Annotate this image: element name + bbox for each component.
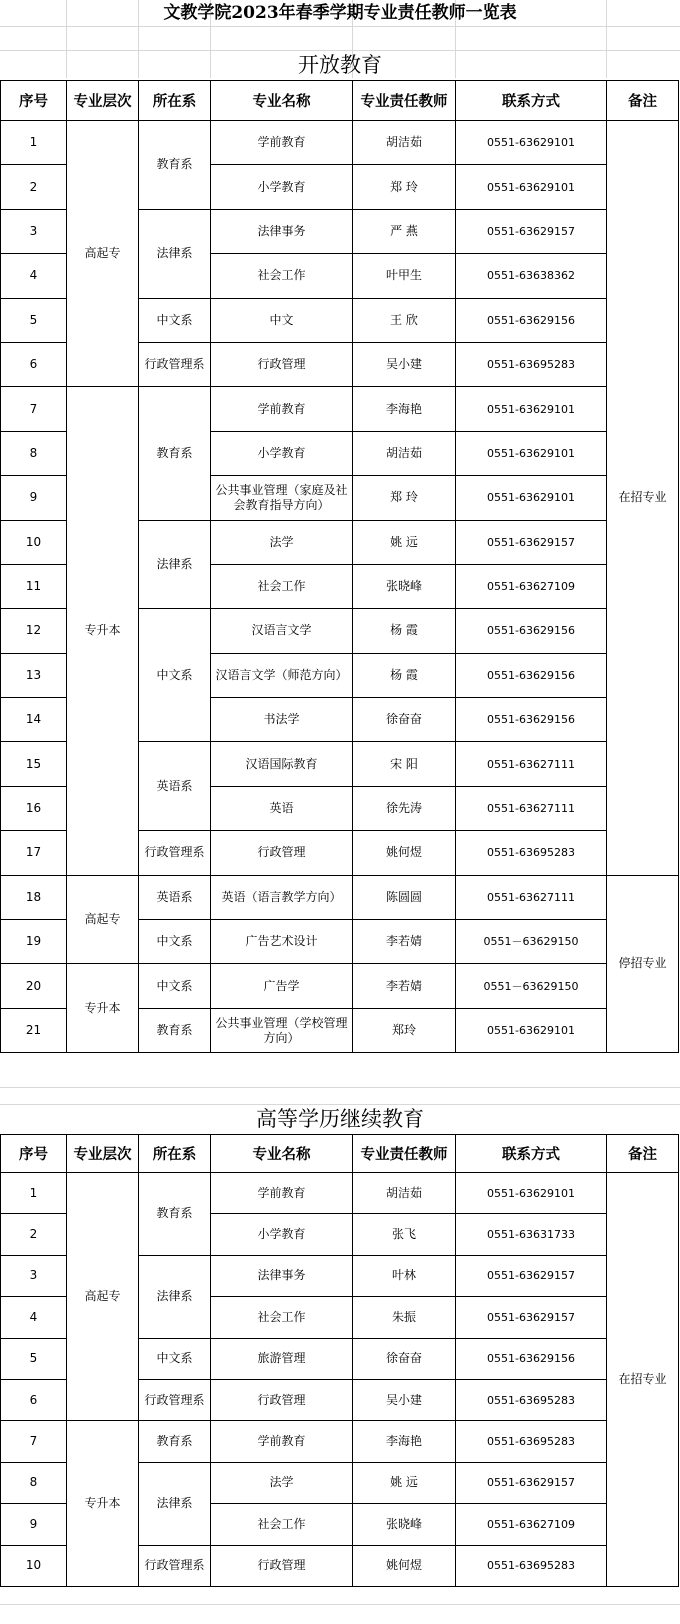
section-title-open-education: 开放教育 (298, 53, 382, 77)
department-cell: 中文系 (139, 298, 211, 342)
header-major: 专业名称 (211, 1135, 353, 1173)
table-row (1, 121, 679, 165)
contact-phone-cell: 0551-63629157 (456, 1255, 607, 1296)
major-name-cell: 行政管理 (211, 831, 353, 875)
teacher-cell: 李海艳 (353, 1421, 456, 1462)
contact-phone-cell: 0551-63629156 (456, 298, 607, 342)
department-cell: 法律系 (139, 209, 211, 298)
major-name-cell: 法律事务 (211, 209, 353, 253)
row-index-cell: 7 (1, 387, 67, 431)
major-name-cell: 学前教育 (211, 121, 353, 165)
contact-phone-cell: 0551-63629101 (456, 1173, 607, 1214)
row-index-cell: 19 (1, 920, 67, 964)
teacher-cell: 叶甲生 (353, 254, 456, 298)
teacher-cell: 李若婧 (353, 964, 456, 1008)
contact-phone-cell: 0551-63629101 (456, 387, 607, 431)
department-cell: 中文系 (139, 920, 211, 964)
teacher-cell: 张晓峰 (353, 1504, 456, 1545)
contact-phone-cell: 0551-63629101 (456, 476, 607, 520)
header-major: 专业名称 (211, 81, 353, 121)
row-index-cell: 8 (1, 1462, 67, 1503)
contact-phone-cell: 0551-63627111 (456, 875, 607, 919)
department-cell: 英语系 (139, 875, 211, 919)
major-name-cell: 旅游管理 (211, 1338, 353, 1379)
teacher-cell: 姚 远 (353, 520, 456, 564)
teacher-cell: 杨 霞 (353, 609, 456, 653)
row-index-cell: 8 (1, 431, 67, 475)
header-contact: 联系方式 (456, 1135, 607, 1173)
department-cell: 中文系 (139, 964, 211, 1008)
major-name-cell: 小学教育 (211, 165, 353, 209)
teacher-cell: 姚何煜 (353, 831, 456, 875)
row-index-cell: 3 (1, 209, 67, 253)
teacher-cell: 吴小建 (353, 342, 456, 386)
section-title-continuing-education: 高等学历继续教育 (256, 1107, 424, 1131)
contact-phone-cell: 0551-63629101 (456, 431, 607, 475)
teacher-cell: 徐奋奋 (353, 698, 456, 742)
department-cell: 行政管理系 (139, 1379, 211, 1420)
row-index-cell: 11 (1, 564, 67, 608)
teacher-cell: 郑玲 (353, 1008, 456, 1052)
teacher-cell: 陈圆圆 (353, 875, 456, 919)
row-index-cell: 18 (1, 875, 67, 919)
study-level-cell: 专升本 (67, 387, 139, 875)
row-index-cell: 14 (1, 698, 67, 742)
header-index: 序号 (1, 1135, 67, 1173)
header-contact: 联系方式 (456, 81, 607, 121)
contact-phone-cell: 0551-63629157 (456, 209, 607, 253)
header-index: 序号 (1, 81, 67, 121)
remark-cell: 停招专业 (607, 875, 679, 1053)
row-index-cell: 15 (1, 742, 67, 786)
department-cell: 法律系 (139, 1255, 211, 1338)
row-index-cell: 13 (1, 653, 67, 697)
table-row (1, 1173, 679, 1214)
teacher-cell: 姚 远 (353, 1462, 456, 1503)
major-name-cell: 行政管理 (211, 1379, 353, 1420)
department-cell: 中文系 (139, 609, 211, 742)
major-name-cell: 中文 (211, 298, 353, 342)
contact-phone-cell: 0551-63629157 (456, 1297, 607, 1338)
teacher-cell: 宋 阳 (353, 742, 456, 786)
contact-phone-cell: 0551-63627111 (456, 742, 607, 786)
contact-phone-cell: 0551-63629101 (456, 165, 607, 209)
row-index-cell: 2 (1, 165, 67, 209)
contact-phone-cell: 0551-63638362 (456, 254, 607, 298)
contact-phone-cell: 0551-63629157 (456, 520, 607, 564)
department-cell: 行政管理系 (139, 1545, 211, 1586)
department-cell: 法律系 (139, 520, 211, 609)
teacher-cell: 徐奋奋 (353, 1338, 456, 1379)
major-name-cell: 学前教育 (211, 387, 353, 431)
row-index-cell: 10 (1, 1545, 67, 1586)
teacher-cell: 吴小建 (353, 1379, 456, 1420)
row-index-cell: 9 (1, 476, 67, 520)
major-name-cell: 小学教育 (211, 1214, 353, 1255)
row-index-cell: 5 (1, 1338, 67, 1379)
teacher-cell: 郑 玲 (353, 476, 456, 520)
contact-phone-cell: 0551-63629101 (456, 121, 607, 165)
major-name-cell: 行政管理 (211, 1545, 353, 1586)
teacher-cell: 杨 霞 (353, 653, 456, 697)
contact-phone-cell: 0551-63695283 (456, 1379, 607, 1420)
major-name-cell: 公共事业管理（家庭及社会教育指导方向） (211, 476, 353, 520)
teacher-cell: 王 欣 (353, 298, 456, 342)
teacher-cell: 严 燕 (353, 209, 456, 253)
contact-phone-cell: 0551-63695283 (456, 1545, 607, 1586)
department-cell: 教育系 (139, 387, 211, 520)
major-name-cell: 社会工作 (211, 1297, 353, 1338)
row-index-cell: 5 (1, 298, 67, 342)
header-teacher: 专业责任教师 (353, 81, 456, 121)
department-cell: 行政管理系 (139, 831, 211, 875)
contact-phone-cell: 0551－63629150 (456, 920, 607, 964)
contact-phone-cell: 0551-63627111 (456, 786, 607, 830)
row-index-cell: 4 (1, 1297, 67, 1338)
table-header-row (1, 1135, 679, 1173)
major-name-cell: 社会工作 (211, 254, 353, 298)
department-cell: 教育系 (139, 1421, 211, 1462)
major-name-cell: 广告艺术设计 (211, 920, 353, 964)
department-cell: 教育系 (139, 1008, 211, 1052)
teacher-cell: 叶林 (353, 1255, 456, 1296)
major-name-cell: 汉语言文学 (211, 609, 353, 653)
header-department: 所在系 (139, 81, 211, 121)
contact-phone-cell: 0551-63631733 (456, 1214, 607, 1255)
gridline (0, 26, 680, 27)
major-name-cell: 英语 (211, 786, 353, 830)
header-level: 专业层次 (67, 1135, 139, 1173)
row-index-cell: 9 (1, 1504, 67, 1545)
major-name-cell: 公共事业管理（学校管理方向） (211, 1008, 353, 1052)
row-index-cell: 20 (1, 964, 67, 1008)
major-name-cell: 法学 (211, 1462, 353, 1503)
department-cell: 行政管理系 (139, 342, 211, 386)
teacher-cell: 胡洁茹 (353, 431, 456, 475)
department-cell: 英语系 (139, 742, 211, 831)
row-index-cell: 16 (1, 786, 67, 830)
contact-phone-cell: 0551-63695283 (456, 831, 607, 875)
major-name-cell: 英语（语言教学方向） (211, 875, 353, 919)
row-index-cell: 21 (1, 1008, 67, 1052)
major-name-cell: 书法学 (211, 698, 353, 742)
header-remark: 备注 (607, 81, 679, 121)
teacher-cell: 李海艳 (353, 387, 456, 431)
table-row (1, 875, 679, 919)
table-row (1, 1421, 679, 1462)
table-row (1, 387, 679, 431)
remark-cell: 在招专业 (607, 1173, 679, 1587)
teacher-cell: 李若婧 (353, 920, 456, 964)
teacher-cell: 朱振 (353, 1297, 456, 1338)
teacher-cell: 徐先涛 (353, 786, 456, 830)
contact-phone-cell: 0551-63629156 (456, 653, 607, 697)
table-row (1, 964, 679, 1008)
teacher-cell: 张飞 (353, 1214, 456, 1255)
department-cell: 教育系 (139, 1173, 211, 1256)
row-index-cell: 7 (1, 1421, 67, 1462)
row-index-cell: 17 (1, 831, 67, 875)
row-index-cell: 2 (1, 1214, 67, 1255)
teacher-cell: 胡洁茹 (353, 1173, 456, 1214)
row-index-cell: 6 (1, 342, 67, 386)
row-index-cell: 3 (1, 1255, 67, 1296)
row-index-cell: 4 (1, 254, 67, 298)
study-level-cell: 高起专 (67, 875, 139, 964)
row-index-cell: 1 (1, 121, 67, 165)
major-name-cell: 社会工作 (211, 1504, 353, 1545)
row-index-cell: 6 (1, 1379, 67, 1420)
department-cell: 法律系 (139, 1462, 211, 1545)
study-level-cell: 专升本 (67, 964, 139, 1053)
major-name-cell: 小学教育 (211, 431, 353, 475)
department-cell: 教育系 (139, 121, 211, 210)
contact-phone-cell: 0551-63629101 (456, 1008, 607, 1052)
major-name-cell: 学前教育 (211, 1173, 353, 1214)
major-name-cell: 社会工作 (211, 564, 353, 608)
row-index-cell: 1 (1, 1173, 67, 1214)
page-title: 文教学院2023年春季学期专业责任教师一览表 (163, 3, 517, 23)
table-header-row (1, 81, 679, 121)
teacher-cell: 郑 玲 (353, 165, 456, 209)
teacher-cell: 胡洁茹 (353, 121, 456, 165)
continuing-education-table (0, 1134, 679, 1587)
major-name-cell: 法学 (211, 520, 353, 564)
contact-phone-cell: 0551-63629156 (456, 698, 607, 742)
contact-phone-cell: 0551-63629157 (456, 1462, 607, 1503)
remark-cell: 在招专业 (607, 121, 679, 876)
department-cell: 中文系 (139, 1338, 211, 1379)
contact-phone-cell: 0551-63629156 (456, 1338, 607, 1379)
major-name-cell: 汉语国际教育 (211, 742, 353, 786)
header-teacher: 专业责任教师 (353, 1135, 456, 1173)
major-name-cell: 学前教育 (211, 1421, 353, 1462)
header-remark: 备注 (607, 1135, 679, 1173)
major-name-cell: 法律事务 (211, 1255, 353, 1296)
study-level-cell: 高起专 (67, 121, 139, 387)
contact-phone-cell: 0551－63629150 (456, 964, 607, 1008)
contact-phone-cell: 0551-63627109 (456, 1504, 607, 1545)
row-index-cell: 12 (1, 609, 67, 653)
teacher-cell: 姚何煜 (353, 1545, 456, 1586)
header-level: 专业层次 (67, 81, 139, 121)
header-department: 所在系 (139, 1135, 211, 1173)
row-index-cell: 10 (1, 520, 67, 564)
open-education-table (0, 80, 679, 1053)
contact-phone-cell: 0551-63695283 (456, 342, 607, 386)
major-name-cell: 广告学 (211, 964, 353, 1008)
contact-phone-cell: 0551-63627109 (456, 564, 607, 608)
study-level-cell: 高起专 (67, 1173, 139, 1421)
gridline (0, 1604, 680, 1605)
gridline (0, 1087, 680, 1088)
major-name-cell: 汉语言文学（师范方向） (211, 653, 353, 697)
teacher-cell: 张晓峰 (353, 564, 456, 608)
contact-phone-cell: 0551-63629156 (456, 609, 607, 653)
contact-phone-cell: 0551-63695283 (456, 1421, 607, 1462)
major-name-cell: 行政管理 (211, 342, 353, 386)
study-level-cell: 专升本 (67, 1421, 139, 1587)
